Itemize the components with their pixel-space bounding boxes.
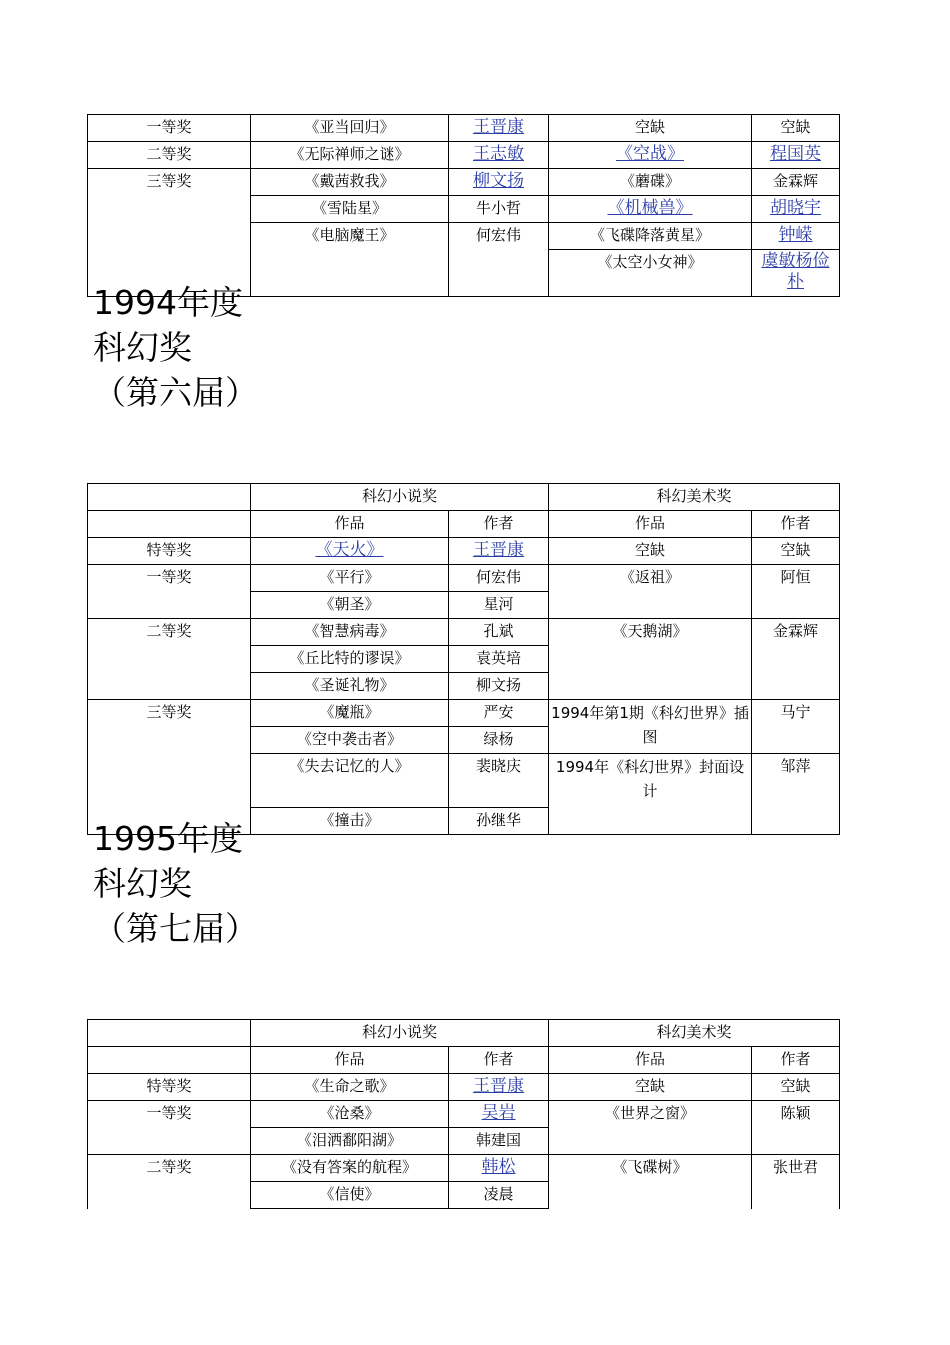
author-cell: 韩建国 xyxy=(449,1128,549,1155)
author-link[interactable]: 韩松 xyxy=(449,1155,549,1182)
work-cell: 《没有答案的航程》 xyxy=(251,1155,449,1182)
artist-link[interactable]: 胡晓宇 xyxy=(752,196,840,223)
artist-cell: 空缺 xyxy=(752,1074,840,1101)
work-cell: 《失去记忆的人》 xyxy=(251,754,449,808)
section-heading-1994: 1994年度科幻奖（第六届） xyxy=(93,283,258,412)
prize-cell: 特等奖 xyxy=(88,1074,251,1101)
author-cell: 星河 xyxy=(449,592,549,619)
art-cell: 《世界之窗》 xyxy=(549,1101,752,1155)
prize-cell: 一等奖 xyxy=(88,115,251,142)
work-cell: 《无际禅师之谜》 xyxy=(251,142,449,169)
author-cell: 牛小哲 xyxy=(449,196,549,223)
work-cell: 《雪陆星》 xyxy=(251,196,449,223)
artist-link[interactable]: 虞敏杨俭朴 xyxy=(752,250,840,297)
art-cell: 1994年《科幻世界》封面设计 xyxy=(549,754,752,835)
work-cell: 《泪洒鄱阳湖》 xyxy=(251,1128,449,1155)
art-award-header: 科幻美术奖 xyxy=(549,1020,840,1047)
empty-cell xyxy=(88,511,251,538)
author-link[interactable]: 王晋康 xyxy=(449,538,549,565)
author-link[interactable]: 王志敏 xyxy=(449,142,549,169)
empty-cell xyxy=(88,1047,251,1074)
work-cell: 《电脑魔王》 xyxy=(251,223,449,297)
art-link[interactable]: 《空战》 xyxy=(549,142,752,169)
art-cell: 《飞碟树》 xyxy=(549,1155,752,1209)
author-cell: 严安 xyxy=(449,700,549,727)
awards-table-1993 xyxy=(87,114,840,297)
author-cell: 孔斌 xyxy=(449,619,549,646)
author-cell: 何宏伟 xyxy=(449,565,549,592)
artist-cell: 陈颖 xyxy=(752,1101,840,1155)
artist-cell: 金霖辉 xyxy=(752,169,840,196)
work-cell: 《生命之歌》 xyxy=(251,1074,449,1101)
work-cell: 《沧桑》 xyxy=(251,1101,449,1128)
author-link[interactable]: 王晋康 xyxy=(449,115,549,142)
fiction-award-header: 科幻小说奖 xyxy=(251,1020,549,1047)
prize-cell: 二等奖 xyxy=(88,1155,251,1209)
section-heading-1995: 1995年度科幻奖（第七届） xyxy=(93,819,258,948)
column-header-author: 作者 xyxy=(449,511,549,538)
art-cell: 空缺 xyxy=(549,538,752,565)
fiction-award-header: 科幻小说奖 xyxy=(251,484,549,511)
prize-cell: 三等奖 xyxy=(88,700,251,835)
work-link[interactable]: 《天火》 xyxy=(251,538,449,565)
column-header-work: 作品 xyxy=(251,1047,449,1074)
artist-cell: 空缺 xyxy=(752,115,840,142)
column-header-author: 作者 xyxy=(449,1047,549,1074)
prize-cell: 三等奖 xyxy=(88,169,251,297)
art-cell: 《天鹅湖》 xyxy=(549,619,752,700)
author-cell: 袁英培 xyxy=(449,646,549,673)
author-cell: 柳文扬 xyxy=(449,673,549,700)
work-cell: 《信使》 xyxy=(251,1182,449,1209)
prize-cell: 二等奖 xyxy=(88,619,251,700)
work-cell: 《魔瓶》 xyxy=(251,700,449,727)
column-header-work: 作品 xyxy=(251,511,449,538)
art-award-header: 科幻美术奖 xyxy=(549,484,840,511)
column-header-work: 作品 xyxy=(549,511,752,538)
art-link[interactable]: 《机械兽》 xyxy=(549,196,752,223)
work-cell: 《平行》 xyxy=(251,565,449,592)
author-link[interactable]: 王晋康 xyxy=(449,1074,549,1101)
work-cell: 《圣诞礼物》 xyxy=(251,673,449,700)
author-cell: 孙继华 xyxy=(449,808,549,835)
empty-cell xyxy=(88,484,251,511)
art-cell: 1994年第1期《科幻世界》插图 xyxy=(549,700,752,754)
artist-cell: 马宁 xyxy=(752,700,840,754)
work-cell: 《戴茜救我》 xyxy=(251,169,449,196)
prize-cell: 特等奖 xyxy=(88,538,251,565)
author-link[interactable]: 吴岩 xyxy=(449,1101,549,1128)
art-cell: 空缺 xyxy=(549,1074,752,1101)
author-cell: 何宏伟 xyxy=(449,223,549,297)
art-cell: 《蘑碟》 xyxy=(549,169,752,196)
author-cell: 绿杨 xyxy=(449,727,549,754)
column-header-author: 作者 xyxy=(752,1047,840,1074)
artist-cell: 空缺 xyxy=(752,538,840,565)
work-cell: 《亚当回归》 xyxy=(251,115,449,142)
prize-cell: 一等奖 xyxy=(88,565,251,619)
artist-link[interactable]: 程国英 xyxy=(752,142,840,169)
work-cell: 《丘比特的谬误》 xyxy=(251,646,449,673)
artist-cell: 邹萍 xyxy=(752,754,840,835)
author-cell: 凌晨 xyxy=(449,1182,549,1209)
author-cell: 裴晓庆 xyxy=(449,754,549,808)
art-cell: 空缺 xyxy=(549,115,752,142)
awards-table-1995 xyxy=(87,1019,840,1209)
column-header-author: 作者 xyxy=(752,511,840,538)
work-cell: 《智慧病毒》 xyxy=(251,619,449,646)
author-link[interactable]: 柳文扬 xyxy=(449,169,549,196)
work-cell: 《空中袭击者》 xyxy=(251,727,449,754)
empty-cell xyxy=(88,1020,251,1047)
art-cell: 《返祖》 xyxy=(549,565,752,619)
art-cell: 《太空小女神》 xyxy=(549,250,752,297)
prize-cell: 一等奖 xyxy=(88,1101,251,1155)
work-cell: 《撞击》 xyxy=(251,808,449,835)
work-cell: 《朝圣》 xyxy=(251,592,449,619)
artist-cell: 张世君 xyxy=(752,1155,840,1209)
art-cell: 《飞碟降落黄星》 xyxy=(549,223,752,250)
artist-cell: 金霖辉 xyxy=(752,619,840,700)
prize-cell: 二等奖 xyxy=(88,142,251,169)
artist-cell: 阿恒 xyxy=(752,565,840,619)
artist-link[interactable]: 钟嵘 xyxy=(752,223,840,250)
awards-table-1994 xyxy=(87,483,840,835)
column-header-work: 作品 xyxy=(549,1047,752,1074)
